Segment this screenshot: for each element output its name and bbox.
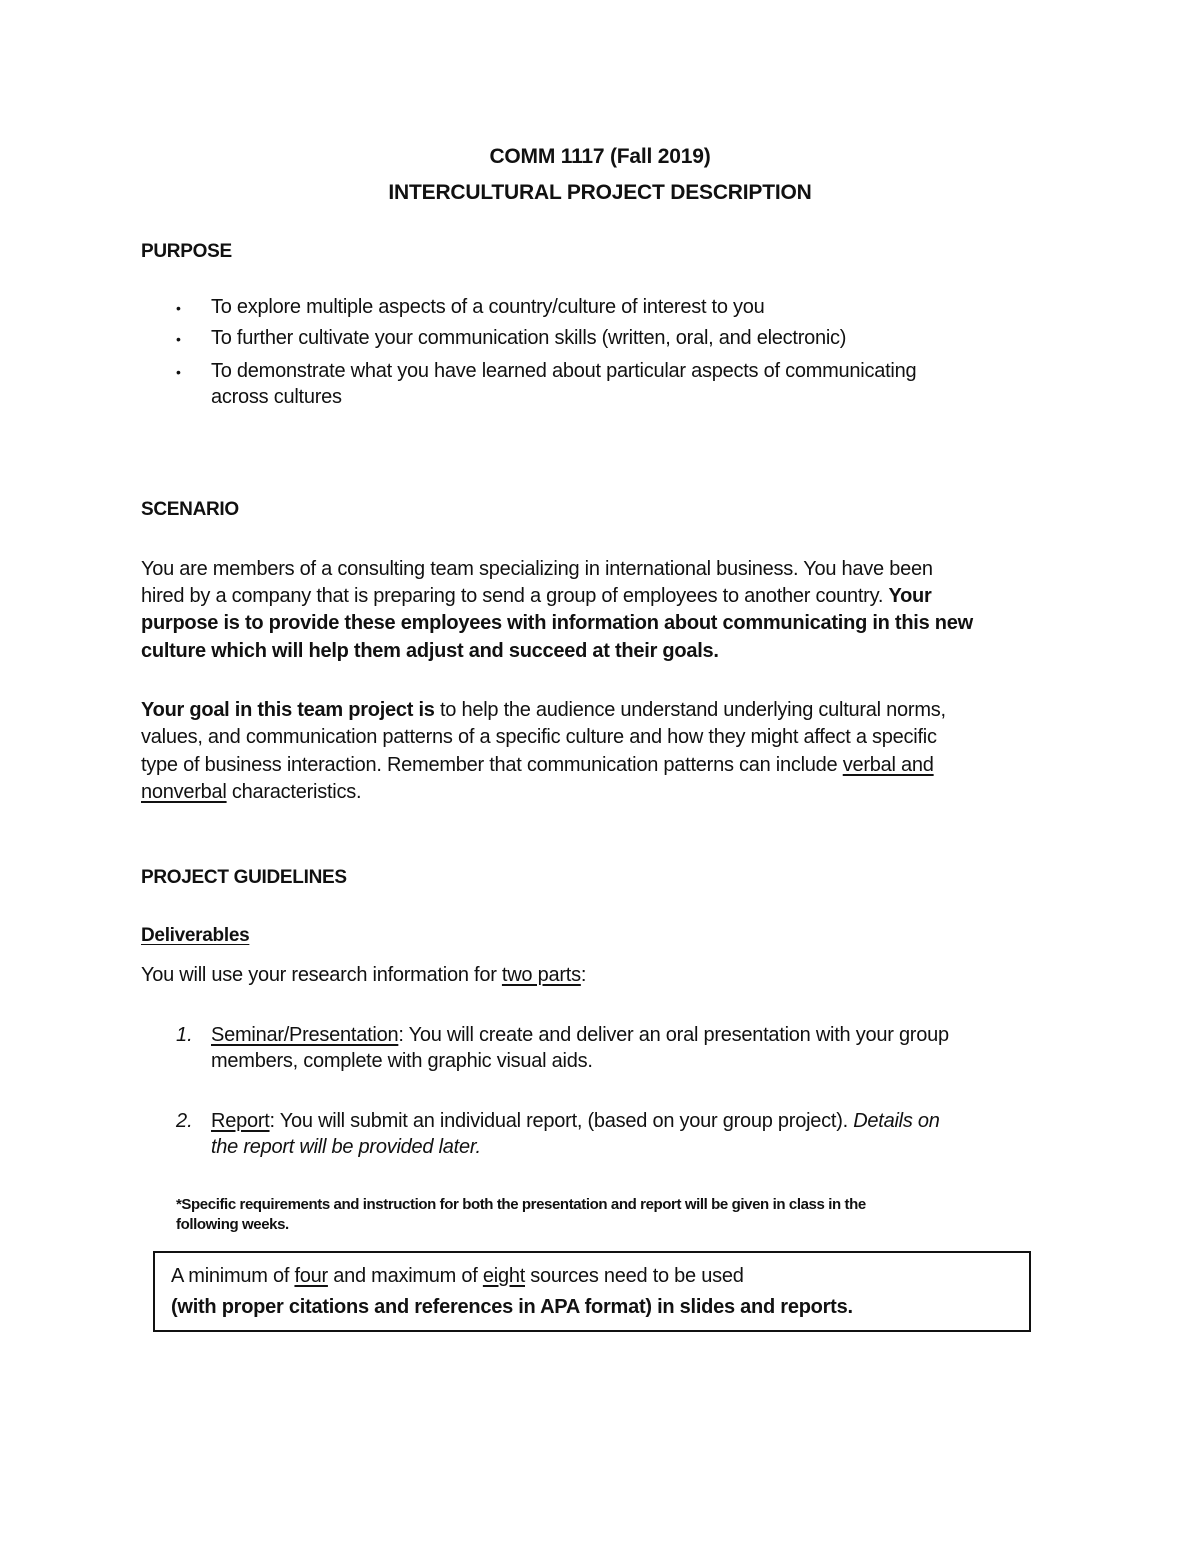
underlined-span: nonverbal <box>141 781 227 803</box>
scenario-paragraph-line <box>141 612 973 635</box>
text-span: characteristics. <box>226 781 362 803</box>
scenario-paragraph-line <box>141 585 932 608</box>
text-span: : <box>580 964 587 986</box>
underlined-span: verbal and <box>842 754 934 776</box>
goal-paragraph-line <box>141 754 934 777</box>
bold-span: culture which will help them adjust and succeed at their goals. <box>141 640 719 662</box>
scenario-paragraph-line <box>141 558 933 581</box>
deliverables-subheading <box>141 925 249 947</box>
text-span: You are members of a consulting team specializing in international business. You have been <box>141 558 933 580</box>
text-span: You will use your research information for <box>141 964 502 986</box>
goal-paragraph-line <box>141 726 937 749</box>
text-span: : You will create and deliver an oral presentation with your group <box>398 1024 949 1046</box>
underlined-span: two parts <box>501 964 581 986</box>
bold-span: (with proper citations and references in APA format) in slides and reports. <box>171 1296 853 1318</box>
list-number: 1. <box>176 1024 193 1046</box>
goal-paragraph-line <box>141 781 361 804</box>
bold-span: purpose is to provide these employees with information about communicating in this new <box>141 612 973 634</box>
underlined-span: eight <box>482 1265 525 1287</box>
underlined-span: Report <box>211 1110 270 1132</box>
purpose-item: To explore multiple aspects of a country/culture of interest to you <box>211 296 765 318</box>
deliverable-item-line <box>211 1024 949 1047</box>
underlined-span: Deliverables <box>141 925 250 946</box>
purpose-item: To further cultivate your communication skills (written, oral, and electronic) <box>211 327 847 349</box>
sources-line <box>171 1265 744 1288</box>
sources-line <box>171 1296 853 1319</box>
text-span: values, and communication patterns of a specific culture and how they might affect a specific <box>141 726 937 748</box>
text-span: A minimum of <box>171 1265 295 1287</box>
sources-callout-box <box>153 1251 1031 1332</box>
list-number: 2. <box>176 1110 193 1132</box>
text-span: hired by a company that is preparing to send a group of employees to another country. <box>141 585 889 607</box>
bullet-icon: • <box>176 364 181 380</box>
scenario-paragraph-line <box>141 640 719 663</box>
deliverables-intro <box>141 964 586 987</box>
underlined-span: four <box>294 1265 328 1287</box>
text-span: and maximum of <box>327 1265 483 1287</box>
text-span: type of business interaction. Remember that communication patterns can include <box>141 754 843 776</box>
text-span: members, complete with graphic visual aids. <box>211 1050 593 1072</box>
goal-paragraph-line <box>141 699 946 722</box>
scenario-heading: SCENARIO <box>141 499 239 520</box>
bullet-icon: • <box>176 331 181 347</box>
purpose-item: To demonstrate what you have learned about particular aspects of communicating <box>211 360 917 382</box>
document-title: INTERCULTURAL PROJECT DESCRIPTION <box>388 181 812 204</box>
text-span: : You will submit an individual report, (based on your group project). <box>269 1110 854 1132</box>
text-span: sources need to be used <box>525 1265 744 1287</box>
italic-span: the report will be provided later. <box>211 1136 481 1158</box>
purpose-item-continued: across cultures <box>211 386 342 408</box>
course-title: COMM 1117 (Fall 2019) <box>489 145 711 168</box>
bold-span: Your goal in this team project is <box>141 699 435 721</box>
italic-span: Details on <box>853 1110 940 1132</box>
requirements-note: *Specific requirements and instruction for both the presentation and report will be given in class in the <box>176 1196 866 1213</box>
requirements-note-continued: following weeks. <box>176 1216 289 1233</box>
deliverable-item-line <box>211 1136 481 1159</box>
text-span: to help the audience understand underlying cultural norms, <box>434 699 946 721</box>
deliverable-item-line <box>211 1050 593 1073</box>
purpose-heading: PURPOSE <box>141 241 232 262</box>
guidelines-heading: PROJECT GUIDELINES <box>141 867 347 888</box>
deliverable-item-line <box>211 1110 940 1133</box>
bold-span: Your <box>888 585 932 607</box>
bullet-icon: • <box>176 300 181 316</box>
underlined-span: Seminar/Presentation <box>211 1024 399 1046</box>
